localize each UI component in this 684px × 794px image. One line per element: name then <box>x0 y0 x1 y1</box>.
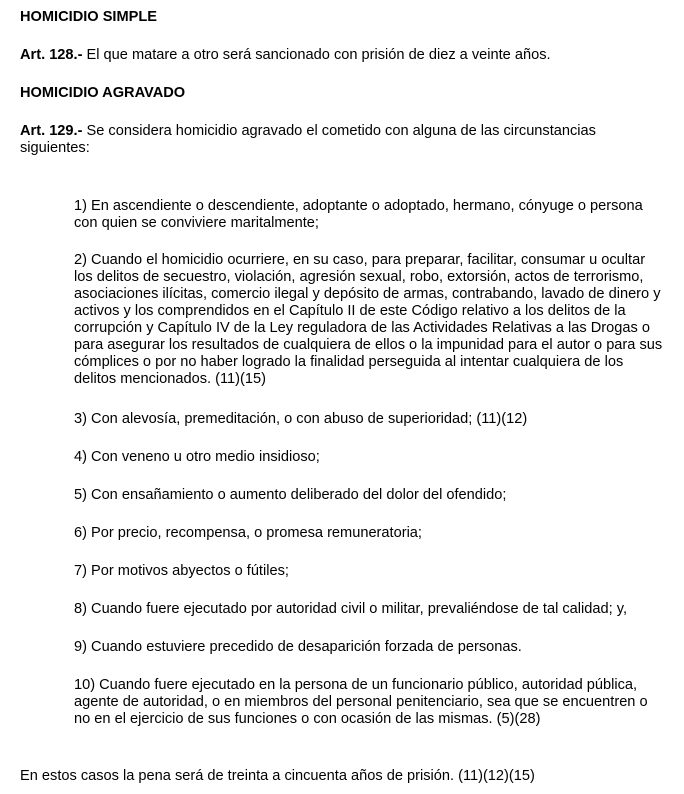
list-item-7: 7) Por motivos abyectos o fútiles; <box>74 563 289 579</box>
list-item-10: 10) Cuando fuere ejecutado en la persona de un funcionario público, autoridad pública, agente de autoridad, o en miembros del personal penitenciario, sea que se encuentren o no en el ejercicio de sus funciones o con ocasión de las mismas. (5)(28) <box>74 677 648 727</box>
list-item-1: 1) En ascendiente o descendiente, adoptante o adoptado, hermano, cónyuge o persona con quien se conviviere maritalmente; <box>74 198 643 231</box>
list-item-9: 9) Cuando estuviere precedido de desaparición forzada de personas. <box>74 639 522 655</box>
article-129 <box>20 123 660 157</box>
article-128-text: El que matare a otro será sancionado con prisión de diez a veinte años. <box>82 47 551 63</box>
list-item-4: 4) Con veneno u otro medio insidioso; <box>74 449 320 465</box>
list-item-3: 3) Con alevosía, premeditación, o con abuso de superioridad; (11)(12) <box>74 411 528 427</box>
heading-homicidio-agravado: HOMICIDIO AGRAVADO <box>20 85 186 101</box>
list-item-2: 2) Cuando el homicidio ocurriere, en su caso, para preparar, facilitar, consumar u ocultar los delitos de secuestro, violación, agresión sexual, robo, extorsión, actos de terrorismo, asociaciones ilícitas, comercio ilegal y depósito de armas, contrabando, lavado de dinero y activos y los comprendidos en el Capítulo II de este Código relativo a los delitos de la corrupción y Capítulo IV de la Ley reguladora de las Actividades Relativas a las Drogas o para asegurar los resultados de cualquiera de ellos o la impunidad para el autor o para sus cómplices o por no haber logrado la finalidad perseguida al intentar cualquiera de los delitos mencionados. (11)(15) <box>74 252 663 387</box>
article-129-number: Art. 129.- <box>20 123 83 139</box>
article-128-number: Art. 128.- <box>20 47 83 63</box>
closing-paragraph: En estos casos la pena será de treinta a cincuenta años de prisión. (11)(12)(15) <box>20 768 535 784</box>
list-item-6: 6) Por precio, recompensa, o promesa remuneratoria; <box>74 525 422 541</box>
article-128 <box>20 47 660 64</box>
heading-homicidio-simple: HOMICIDIO SIMPLE <box>20 9 158 25</box>
article-129-text: Se considera homicidio agravado el cometido con alguna de las circunstancias siguientes: <box>20 123 596 156</box>
list-item-8: 8) Cuando fuere ejecutado por autoridad civil o militar, prevaliéndose de tal calidad; y, <box>74 601 627 617</box>
list-item-5: 5) Con ensañamiento o aumento deliberado del dolor del ofendido; <box>74 487 507 503</box>
